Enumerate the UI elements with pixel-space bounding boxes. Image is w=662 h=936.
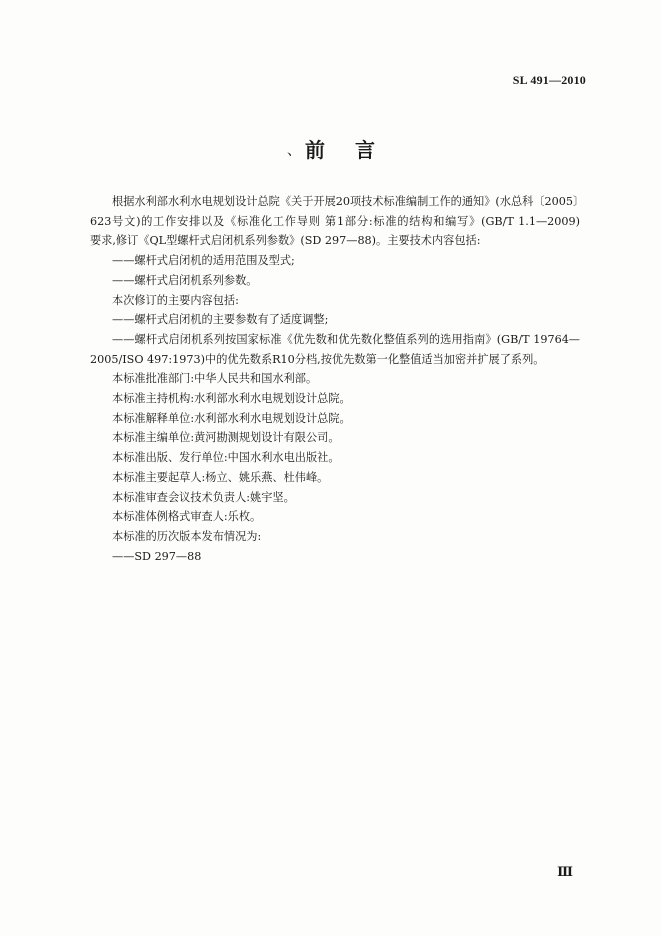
paragraph-line: 根据水利部水利水电规划设计总院《关于开展20项技术标准编制工作的通知》(水总科〔2005〕 [112, 195, 585, 208]
paragraph-line: 本标准主编单位:黄河勘测规划设计有限公司。 [112, 431, 340, 445]
paragraph-line: 要求,修订《QL型螺杆式启闭机系列参数》(SD 297—88)。主要技术内容包括: [90, 234, 481, 248]
paragraph-line: 本标准出版、发行单位:中国水利水电出版社。 [112, 451, 340, 465]
list-item: ——螺杆式启闭机系列参数。 [112, 273, 258, 287]
paragraph-line: 623号文)的工作安排以及《标准化工作导则 第1部分:标准的结构和编写》(GB/T 1.1—2009) [90, 214, 580, 228]
list-item: ——SD 297—88 [112, 549, 202, 563]
page-number: Ⅲ [557, 864, 573, 879]
list-item: ——螺杆式启闭机的主要参数有了适度调整; [112, 313, 329, 327]
paragraph-line: 本标准批准部门:中华人民共和国水利部。 [112, 372, 318, 386]
document-body [90, 192, 585, 566]
paragraph-line: 本标准审查会议技术负责人:姚宇坚。 [112, 490, 295, 504]
title-text: 前言 [305, 138, 405, 162]
standard-code: SL 491—2010 [512, 73, 586, 87]
paragraph-line: 2005/ISO 497:1973)中的优先数系R10分档,按优先数第一化整值适当加密并扩展了系列。 [90, 352, 545, 366]
paragraph-line: 本标准解释单位:水利部水利水电规划设计总院。 [112, 411, 351, 425]
paragraph-line: 本标准主持机构:水利部水利水电规划设计总院。 [112, 392, 351, 406]
paragraph-line: 本标准体例格式审查人:乐枚。 [112, 510, 262, 524]
paragraph-line: 本标准主要起草人:杨立、姚乐燕、杜伟峰。 [112, 470, 329, 484]
list-item: ——螺杆式启闭机的适用范围及型式; [112, 254, 295, 268]
page-title [0, 134, 662, 163]
paragraph-line: 本次修订的主要内容包括: [112, 293, 239, 307]
list-item: ——螺杆式启闭机系列按国家标准《优先数和优先数化整值系列的选用指南》(GB/T 19764— [112, 332, 580, 346]
paragraph-line: 本标准的历次版本发布情况为: [112, 529, 262, 543]
title-mark: 、 [287, 143, 301, 159]
